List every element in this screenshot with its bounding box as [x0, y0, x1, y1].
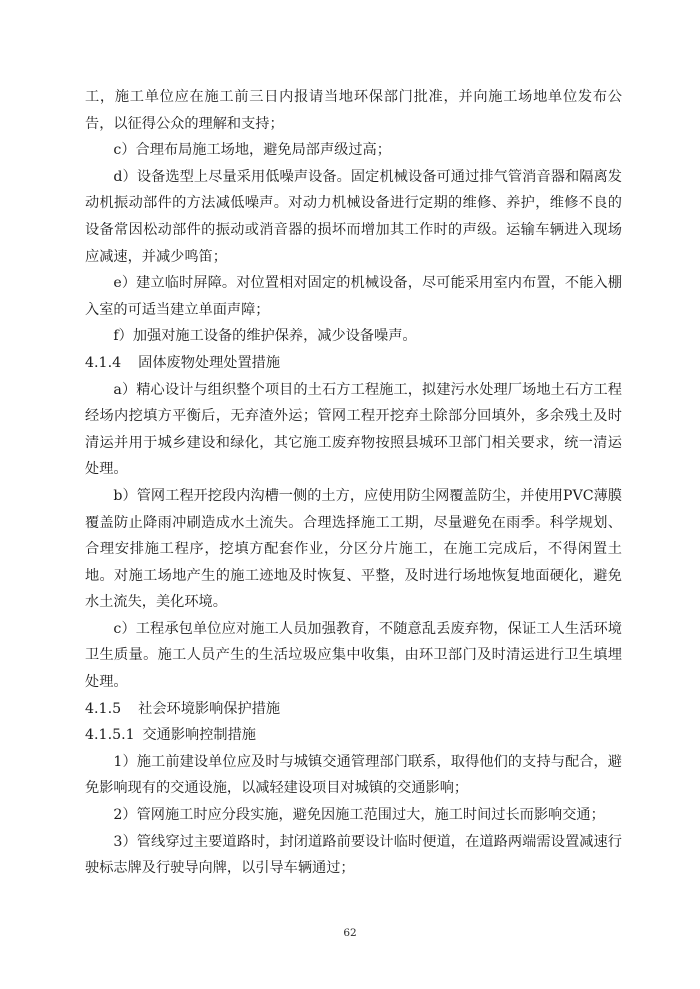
section-number: 4.1.5 — [85, 700, 122, 717]
section-number: 4.1.4 — [85, 354, 122, 371]
page-footer — [0, 926, 700, 940]
list-item-f-noise: f）加强对施工设备的维护保养，减少设备噪声。 — [113, 328, 417, 345]
section-heading-4-1-5 — [85, 696, 622, 723]
section-heading-4-1-4 — [85, 350, 622, 377]
paragraph-continuation: 工，施工单位应在施工前三日内报请当地环保部门批准，并向施工场地单位发布公告，以征得公众的理解和支持； — [85, 89, 622, 132]
section-heading-4-1-5-1 — [85, 722, 622, 749]
list-item-2-traffic: 2）管网施工时应分段实施，避免因施工范围过大，施工时间过长而影响交通； — [113, 807, 605, 824]
section-title: 社会环境影响保护措施 — [138, 700, 281, 717]
section-title: 交通影响控制措施 — [142, 727, 256, 744]
list-item-1-traffic: 1）施工前建设单位应及时与城镇交通管理部门联系，取得他们的支持与配合，避免影响现有的交通设施，以减轻建设项目对城镇的交通影响； — [85, 753, 622, 797]
section-number: 4.1.5.1 — [85, 727, 135, 744]
list-item-e-noise: e）建立临时屏障。对位置相对固定的机械设备，尽可能采用室内布置，不能入棚入室的可适当建立单面声障； — [85, 275, 622, 318]
list-item-b-solidwaste: b）管网工程开挖段内沟槽一侧的土方，应使用防尘网覆盖防尘，并使用PVC薄膜覆盖防止降雨冲刷造成水土流失。合理选择施工工期，尽量避免在雨季。科学规划、合理安排施工程序，挖填方配套作业，分区分片施工，在施工完成后，不得闲置土地。对施工场地产生的施工迹地及时恢复、平整，及时进行场地恢复地面硬化，避免水土流失，美化环境。 — [85, 487, 622, 611]
list-item-a-solidwaste: a）精心设计与组织整个项目的土石方工程施工，拟建污水处理厂场地土石方工程经场内挖填方平衡后，无弃渣外运；管网工程开挖弃土除部分回填外，多余残土及时清运并用于城乡建设和绿化，其它施工废弃物按照县城环卫部门相关要求，统一清运处理。 — [85, 381, 622, 478]
list-item-d-noise: d）设备选型上尽量采用低噪声设备。固定机械设备可通过排气管消音器和隔离发动机振动部件的方法减低噪声。对动力机械设备进行定期的维修、养护，维修不良的设备常因松动部件的振动或消音器的损坏而增加其工作时的声级。运输车辆进入现场应减速，并减少鸣笛； — [85, 168, 622, 265]
section-title: 固体废物处理处置措施 — [138, 354, 281, 371]
page-number: 62 — [343, 927, 357, 939]
document-body — [85, 84, 622, 882]
list-item-c-noise: c）合理布局施工场地，避免局部声级过高； — [113, 142, 391, 159]
list-item-3-traffic: 3）管线穿过主要道路时，封闭道路前要设计临时便道，在道路两端需设置减速行驶标志牌及行驶导向牌，以引导车辆通过； — [85, 833, 622, 877]
list-item-c-solidwaste: c）工程承包单位应对施工人员加强教育，不随意乱丢废弃物，保证工人生活环境卫生质量。施工人员产生的生活垃圾应集中收集，由环卫部门及时清运进行卫生填埋处理。 — [85, 620, 622, 691]
